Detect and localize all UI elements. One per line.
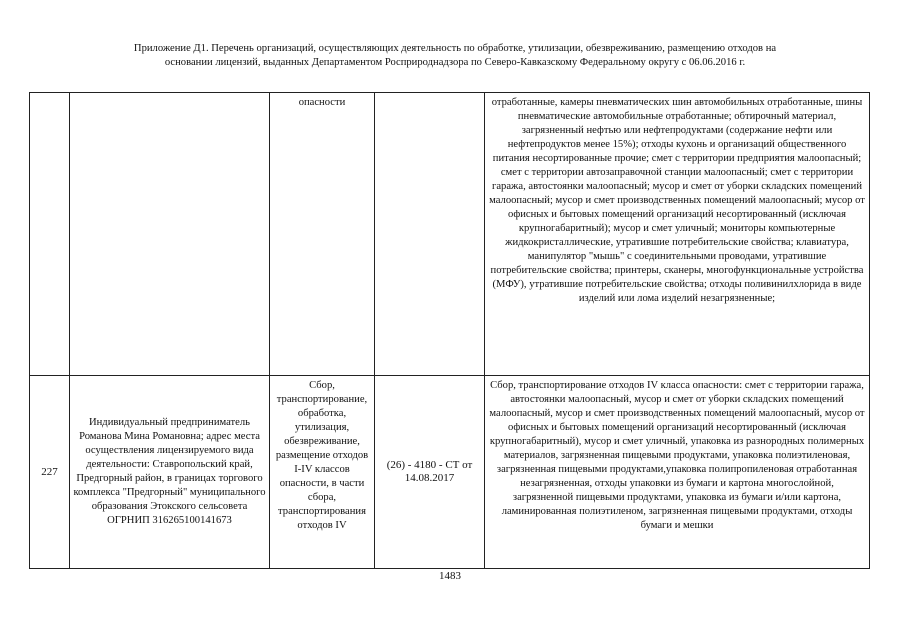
organization-cell bbox=[70, 93, 270, 376]
organizations-table bbox=[29, 92, 870, 569]
document-header bbox=[40, 42, 870, 70]
page-number: 1483 bbox=[439, 570, 461, 582]
organization-cell: Индивидуальный предприниматель Романова Мина Романовна; адрес места осуществления лицензируемого вида деятельности: Ставропольский край, Предгорный район, в границах торгового комплекса "Предгорный" муниципального образования Этокского сельсовета ОГРНИП 316265100141673 bbox=[70, 376, 270, 569]
activity-cell: Сбор, транспортирование, обработка, утилизация, обезвреживание, размещение отходов I-IV классов опасности, в части сбора, транспортирования отходов IV bbox=[270, 376, 375, 569]
license-cell bbox=[375, 93, 485, 376]
waste-list-cell: отработанные, камеры пневматических шин автомобильных отработанные, шины пневматические автомобильные отработанные; обтирочный материал, загрязненный нефтью или нефтепродуктами (содержание нефти или нефтепродуктов менее 15%); отходы кухонь и организаций общественного питания несортированные прочие; смет с территории предприятия малоопасный; смет с территории автозаправочной станции малоопасный; смет с территории гаража, автостоянки малоопасный; мусор и смет от уборки складских помещений малоопасный; мусор и смет производственных помещений малоопасный; мусор от офисных и бытовых помещений организаций несортированный (исключая крупногабаритный); мусор и смет уличный; мониторы компьютерные жидкокристаллические, утратившие потребительские свойства; клавиатура, манипулятор "мышь" с соединительными проводами, утратившие потребительские свойства; принтеры, сканеры, многофункциональные устройства (МФУ), утратившие потребительские свойства; отходы поливинилхлорида в виде изделий или лома изделий незагрязненные; bbox=[485, 93, 870, 376]
row-number-cell bbox=[30, 93, 70, 376]
row-number-cell: 227 bbox=[30, 376, 70, 569]
waste-list-cell: Сбор, транспортирование отходов IV класса опасности: смет с территории гаража, автостоянки малоопасный, мусор и смет от уборки складских помещений малоопасный, мусор и смет производственных помещений малоопасный, мусор от офисных и бытовых помещений организаций несортированный (исключая крупногабаритный), мусор и смет уличный, упаковка из разнородных полимерных материалов, загрязненная пищевыми продуктами, упаковка полиэтиленовая, загрязненная пищевыми продуктами,упаковка полипропиленовая отработанная незагрязненная, отходы упаковки из бумаги и картона многослойной, загрязненной пищевыми продуктами, упаковка из бумаги и/или картона, ламинированная полиэтиленом, загрязненная пищевыми продуктами, отходы бумаги и мешки bbox=[485, 376, 870, 569]
activity-cell: опасности bbox=[270, 93, 375, 376]
table-row-continuation bbox=[30, 93, 870, 376]
license-cell: (26) - 4180 - СТ от 14.08.2017 bbox=[375, 376, 485, 569]
table-row-227 bbox=[30, 376, 870, 569]
header-line-1: Приложение Д1. Перечень организаций, осуществляющих деятельность по обработке, утилизации, обезвреживанию, размещению отходов на bbox=[133, 43, 777, 54]
header-line-2: основании лицензий, выданных Департаментом Росприроднадзора по Северо-Кавказскому Федеральному округу с 06.06.2016 г. bbox=[164, 57, 746, 68]
